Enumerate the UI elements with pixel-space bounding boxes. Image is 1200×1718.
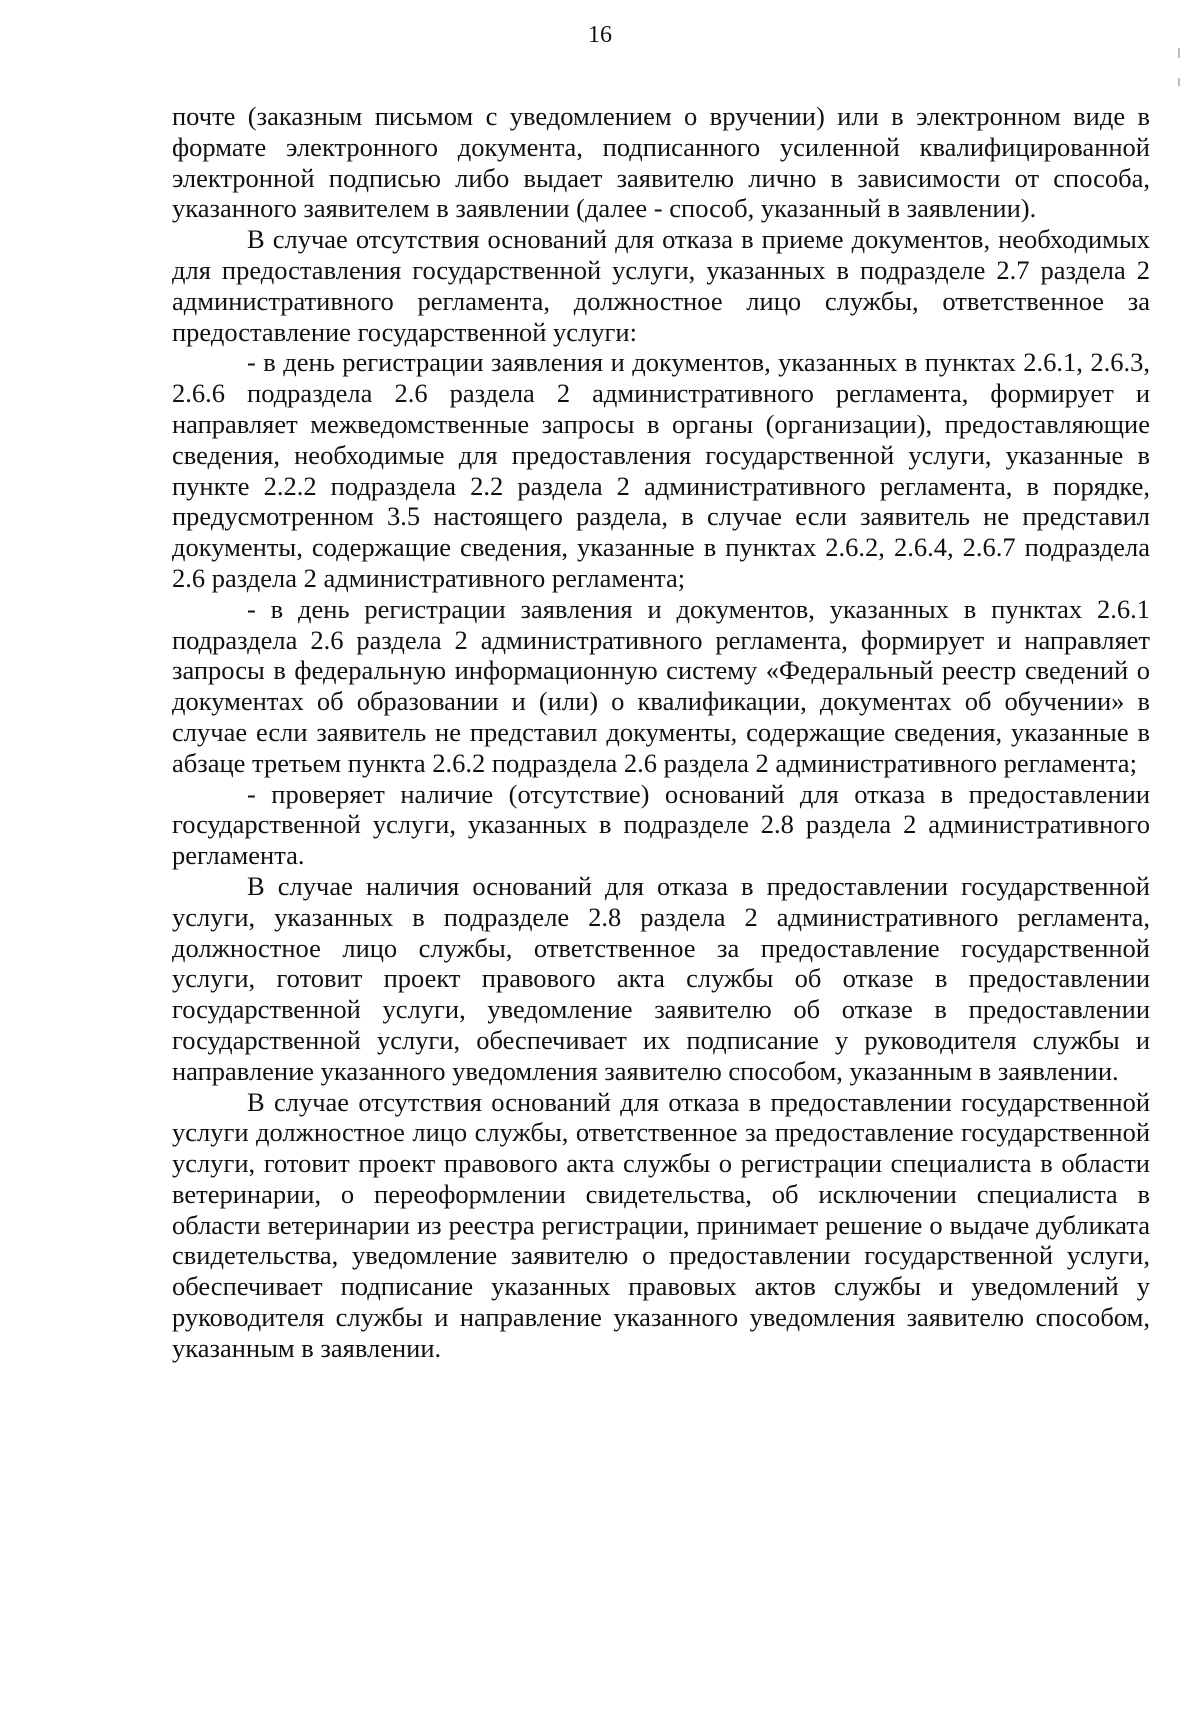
- scan-margin-mark: [1178, 78, 1180, 86]
- paragraph-continuation: почте (заказным письмом с уведомлением о вручении) или в электронном виде в формате электронного документа, подписанного усиленной квалифицированной электронной подписью либо выдает заявителю лично в зависимости от способа, указанного заявителем в заявлении (далее - способ, указанный в заявлении).: [172, 101, 1150, 224]
- paragraph-refusal-case: В случае наличия оснований для отказа в предоставлении государственной услуги, указанных в подразделе 2.8 раздела 2 административного регламента, должностное лицо службы, ответственное за предоставление государственной услуги, готовит проект правового акта службы об отказе в предоставлении государственной услуги, уведомление заявителю об отказе в предоставлении государственной услуги, обеспечивает их подписание у руководителя службы и направление указанного уведомления заявителю способом, указанным в заявлении.: [172, 870, 1150, 1086]
- page-number: 16: [588, 22, 612, 48]
- list-item-interagency-requests: - в день регистрации заявления и документов, указанных в пунктах 2.6.1, 2.6.3, 2.6.6 подраздела 2.6 раздела 2 административного регламента, формирует и направляет межведомственные запросы в органы (организации), предоставляющие сведения, необходимые для предоставления государственной услуги, указанные в пункте 2.2.2 подраздела 2.2 раздела 2 административного регламента, в порядке, предусмотренном 3.5 настоящего раздела, в случае если заявитель не представил документы, содержащие сведения, указанные в пунктах 2.6.2, 2.6.4, 2.6.7 подраздела 2.6 раздела 2 административного регламента;: [172, 347, 1150, 593]
- scan-margin-mark: [1178, 48, 1180, 58]
- list-item-check-refusal-grounds: - проверяет наличие (отсутствие) оснований для отказа в предоставлении государственной услуги, указанных в подразделе 2.8 раздела 2 административного регламента.: [172, 778, 1150, 871]
- paragraph-service-provision-case: В случае отсутствия оснований для отказа в предоставлении государственной услуги должностное лицо службы, ответственное за предоставление государственной услуги, готовит проект правового акта службы о регистрации специалиста в области ветеринарии, о переоформлении свидетельства, об исключении специалиста в области ветеринарии из реестра регистрации, принимает решение о выдаче дубликата свидетельства, уведомление заявителю о предоставлении государственной услуги, обеспечивает подписание указанных правовых актов службы и уведомлений у руководителя службы и направление указанного уведомления заявителю способом, указанным в заявлении.: [172, 1086, 1150, 1363]
- list-item-federal-registry-requests: - в день регистрации заявления и документов, указанных в пунктах 2.6.1 подраздела 2.6 раздела 2 административного регламента, формирует и направляет запросы в федеральную информационную систему «Федеральный реестр сведений о документах об образовании и (или) о квалификации, документах об обучении» в случае если заявитель не представил документы, содержащие сведения, указанные в абзаце третьем пункта 2.6.2 подраздела 2.6 раздела 2 административного регламента;: [172, 593, 1150, 778]
- paragraph-no-refusal-grounds: В случае отсутствия оснований для отказа в приеме документов, необходимых для предоставления государственной услуги, указанных в подразделе 2.7 раздела 2 административного регламента, должностное лицо службы, ответственное за предоставление государственной услуги:: [172, 224, 1150, 347]
- document-body: [172, 101, 1150, 1364]
